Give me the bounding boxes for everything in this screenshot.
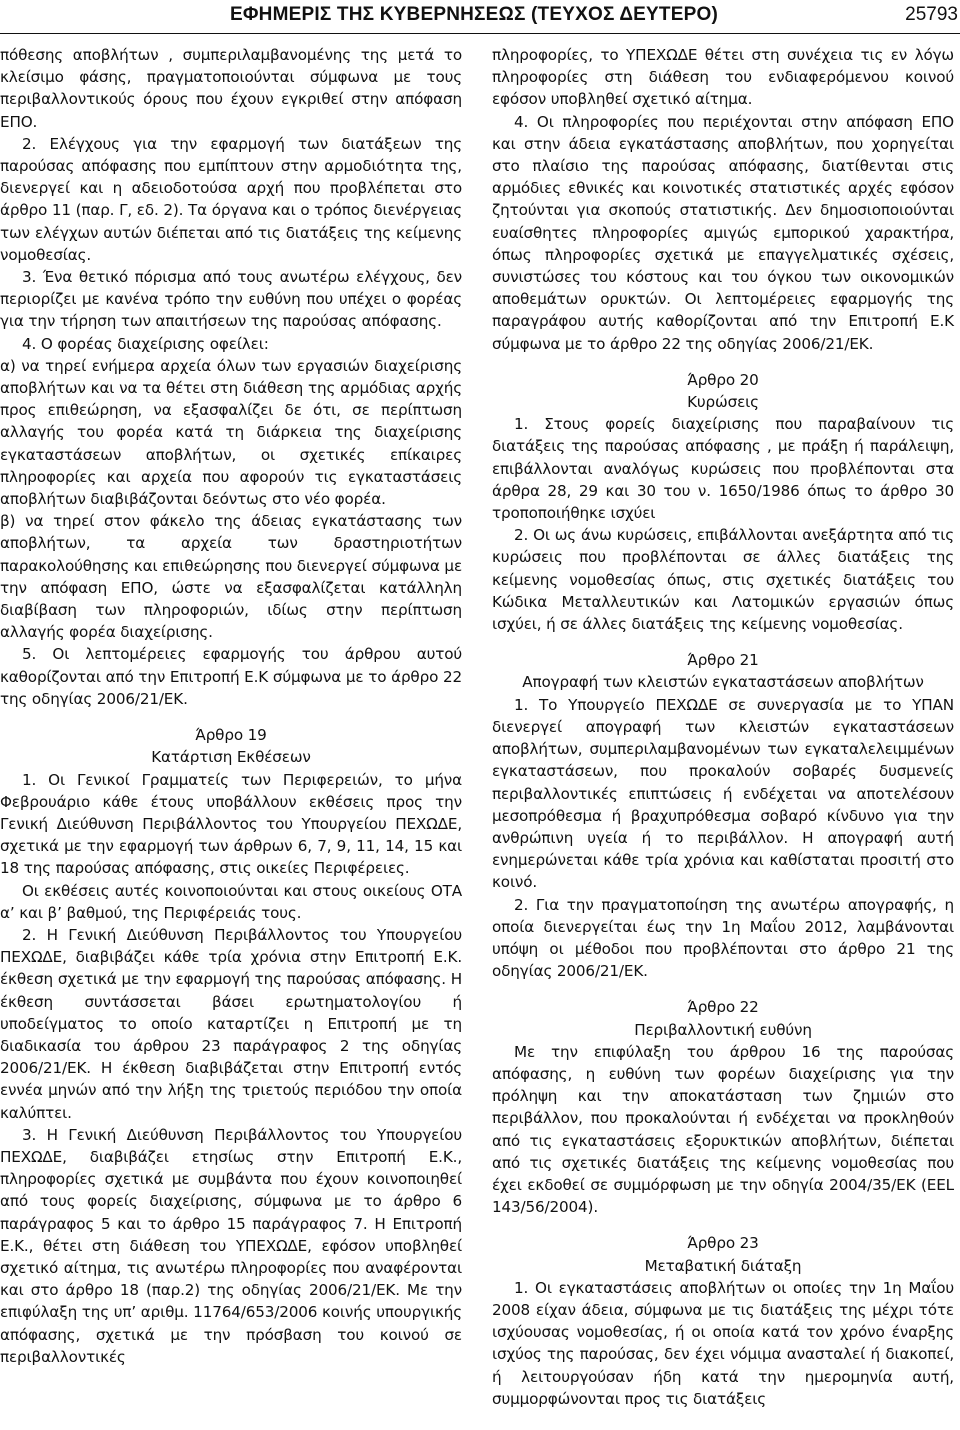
article-title: Άρθρο 20 bbox=[687, 370, 759, 389]
paragraph: 1. Το Υπουργείο ΠΕΧΩΔΕ σε συνεργασία με το ΥΠΑΝ διενεργεί απογραφή των κλειστών εγκαταστάσεων αποβλήτων, συμπεριλαμβανομένων των εγκαταλελειμμένων εγκαταστάσεων, που προκαλούν σοβαρές δυσμενείς περιβαλλοντικές επιπτώσεις ή ενδέχεται να αποτελέσουν μεσοπρόθεσμα ή βραχυπρόθεσμα σοβαρό κίνδυνο για την ανθρώπινη υγεία ή το περιβάλλον. Η απογραφή αυτή ενημερώνεται κάθε τρία χρόνια και καθίσταται προσιτή στο κοινό. bbox=[492, 695, 954, 892]
page-number: 25793 bbox=[905, 4, 958, 25]
article-title: Άρθρο 21 bbox=[687, 651, 759, 670]
article-subtitle: Κυρώσεις bbox=[687, 393, 759, 412]
paragraph: α) να τηρεί ενήμερα αρχεία όλων των εργασιών διαχείρισης αποβλήτων και να τα θέτει στη διάθεση της αρμόδιας αρχής προς επιθεώρηση, να εξασφαλίζει δε ότι, σε περίπτωση αλλαγής του φορέα κατά τη διάρκεια της διαχείρισης εγκαταστάσεων αποβλήτων, οι σχετικές επίκαιρες πληροφορίες και αρχεία που αφορούν τις εγκαταστάσεις αποβλήτων διαβιβάζονται δεόντως στο νέο φορέα. bbox=[0, 356, 462, 509]
paragraph: 1. Στους φορείς διαχείρισης που παραβαίνουν τις διατάξεις της παρούσας απόφασης , με πράξη ή παράλειψη, επιβάλλονται αναλόγως κυρώσεις που προβλέπονται στα άρθρα 28, 29 και 30 του ν. 1650/1986 όπως το άρθρο 30 τροποποιήθηκε ισχύει bbox=[492, 415, 954, 523]
paragraph: 1. Οι εγκαταστάσεις αποβλήτων οι οποίες την 1η Μαΐου 2008 είχαν άδεια, σύμφωνα με τις διατάξεις της μέχρι τότε ισχύουσας νομοθεσίας, ή οι οποία κατά τον χρόνο έναρξης ισχύος της παρούσας, δεν έχει νόμιμα ανασταλεί ή διακοπεί, ή λειτουργούσαν ήδη κατά την ημερομηνία αυτή, συμμορφώνονται προς τις διατάξεις bbox=[492, 1278, 954, 1408]
left-column bbox=[0, 44, 462, 1368]
paragraph: πόθεσης αποβλήτων , συμπεριλαμβανομένης της μετά το κλείσιμο φάσης, πραγματοποιούνται σύμφωνα με τους περιβαλλοντικούς όρους που έχουν εγκριθεί στην απόφαση ΕΠΟ. bbox=[0, 46, 462, 131]
header-rule bbox=[0, 33, 960, 34]
article-title: Άρθρο 22 bbox=[687, 998, 759, 1017]
paragraph: 2. Η Γενική Διεύθυνση Περιβάλλοντος του Υπουργείου ΠΕΧΩΔΕ, διαβιβάζει κάθε τρία χρόνια στην Επιτροπή Ε.Κ. έκθεση σχετικά με την εφαρμογή της παρούσας απόφασης. Η έκθεση συντάσσεται βάσει ερωτηματολογίου ή υποδείγματος το οποίο καταρτίζει η Επιτροπή με τη διαδικασία του άρθρου 23 παράγραφος 2 της οδηγίας 2006/21/ΕΚ. Η έκθεση διαβιβάζεται στην Επιτροπή εντός εννέα μηνών από την λήξη της τριετούς περιόδου την οποία καλύπτει. bbox=[0, 925, 462, 1122]
paragraph: 4. Οι πληροφορίες που περιέχονται στην απόφαση ΕΠΟ και στην άδεια εγκατάστασης αποβλήτων, που χορηγείται στο πλαίσιο της παρούσας απόφασης, διατίθενται στις αρμόδιες εθνικές και κοινοτικές στατιστικές αρχές εφόσον ζητούνται για σκοπούς στατιστικής. Δεν δημοσιοποιούνται ευαίσθητες πληροφορίες αμιγώς εμπορικού χαρακτήρα, όπως πληροφορίες σχετικά με επαγγελματικές σχέσεις, συνιστώσες του κόστους και του όγκου των οικονομικών αποθεμάτων ορυκτών. Οι λεπτομέρειες εφαρμογής της παραγράφου αυτής καθορίζονται από την Επιτροπή Ε.Κ σύμφωνα με το άρθρο 22 της οδηγίας 2006/21/ΕΚ. bbox=[492, 112, 954, 353]
page-header bbox=[0, 0, 960, 40]
paragraph: 2. Οι ως άνω κυρώσεις, επιβάλλονται ανεξάρτητα από τις κυρώσεις που προβλέπονται σε άλλες διατάξεις της κείμενης νομοθεσίας όπως, στις σχετικές διατάξεις του Κώδικα Μεταλλευτικών και Λατομικών εργασιών όπως ισχύει, ή σε άλλες διατάξεις της κείμενης νομοθεσίας. bbox=[492, 526, 954, 634]
paragraph: 3. Η Γενική Διεύθυνση Περιβάλλοντος του Υπουργείου ΠΕΧΩΔΕ, διαβιβάζει ετησίως στην Επιτροπή Ε.Κ., πληροφορίες σχετικά με συμβάντα που έχουν κοινοποιηθεί από τους φορείς διαχείρισης, σύμφωνα με το άρθρο 6 παράγραφος 5 και το άρθρο 15 παράγραφος 7. Η Επιτροπή Ε.Κ., θέτει στη διάθεση του ΥΠΕΧΩΔΕ, εφόσον υποβληθεί σχετικό αίτημα, τις ανωτέρω πληροφορίες που αναφέρονται και στο άρθρο 18 (παρ.2) της οδηγίας 2006/21/ΕΚ. Με την επιφύλαξη της υπ’ αριθμ. 11764/653/2006 κοινής υπουργικής απόφασης, σχετικά με την πρόσβαση του κοινού σε περιβαλλοντικές bbox=[0, 1125, 462, 1366]
paragraph: Με την επιφύλαξη του άρθρου 16 της παρούσας απόφασης, η ευθύνη των φορέων διαχείρισης για την πρόληψη και την αποκατάσταση των ζημιών στο περιβάλλον, που προκαλούνται ή ενδέχεται να προκληθούν από τις εγκαταστάσεις εξορυκτικών αποβλήτων, διέπεται από τις σχετικές διατάξεις της κείμενης νομοθεσίας που έχει εκδοθεί σε συμμόρφωση με την οδηγία 2004/35/ΕΚ (EEL 143/56/2004). bbox=[492, 1042, 954, 1217]
article-subtitle: Περιβαλλοντική ευθύνη bbox=[634, 1020, 812, 1039]
article-title: Άρθρο 19 bbox=[195, 726, 267, 745]
paragraph: β) να τηρεί στον φάκελο της άδειας εγκατάστασης των αποβλήτων, τα αρχεία των δραστηριοτήτων παρακολούθησης και επιθεώρησης που διενεργεί σύμφωνα με την απόφαση ΕΠΟ, ώστε να εξασφαλίζεται κατάλληλη διαβίβαση των πληροφοριών, ιδίως στην περίπτωση αλλαγής φορέα διαχείρισης. bbox=[0, 512, 462, 642]
paragraph: 4. Ο φορέας διαχείρισης οφείλει: bbox=[22, 334, 269, 353]
paragraph: 2. Για την πραγματοποίηση της ανωτέρω απογραφής, η οποία διενεργείται έως την 1η Μαΐου 2012, λαμβάνονται υπόψη οι μέθοδοι που προβλέπονται στο άρθρο 21 της οδηγίας 2006/21/ΕΚ. bbox=[492, 895, 954, 981]
paragraph: 2. Ελέγχους για την εφαρμογή των διατάξεων της παρούσας απόφασης που εμπίπτουν στην αρμοδιότητα της, διενεργεί και η αδειοδοτούσα αρχή που προβλέπεται στο άρθρο 11 (παρ. Γ, εδ. 2). Τα όργανα και ο τρόπος διενέργειας των ελέγχων αυτών διέπεται από τις διατάξεις της κείμενης νομοθεσίας. bbox=[0, 134, 462, 264]
right-column bbox=[492, 44, 954, 1410]
article-subtitle: Απογραφή των κλειστών εγκαταστάσεων αποβλήτων bbox=[522, 673, 924, 692]
paragraph: πληροφορίες, το ΥΠΕΧΩΔΕ θέτει στη συνέχεια τις εν λόγω πληροφορίες στη διάθεση του ενδιαφερόμενου κοινού εφόσον υποβληθεί σχετικό αίτημα. bbox=[492, 46, 954, 109]
article-subtitle: Μεταβατική διάταξη bbox=[644, 1256, 802, 1275]
paragraph: 1. Οι Γενικοί Γραμματείς των Περιφερειών, το μήνα Φεβρουάριο κάθε έτους υποβάλλουν εκθέσεις προς την Γενική Διεύθυνση Περιβάλλοντος του Υπουργείου ΠΕΧΩΔΕ, σχετικά με την εφαρμογή των άρθρων 6, 7, 9, 11, 14, 15 και 18 της παρούσας απόφασης, στις οικείες Περιφέρειες. bbox=[0, 770, 462, 878]
paragraph: 5. Οι λεπτομέρειες εφαρμογής του άρθρου αυτού καθορίζονται από την Επιτροπή Ε.Κ σύμφωνα με το άρθρο 22 της οδηγίας 2006/21/ΕΚ. bbox=[0, 645, 462, 708]
article-subtitle: Κατάρτιση Εκθέσεων bbox=[151, 748, 311, 767]
gazette-title: ΕΦΗΜΕΡΙΣ ΤΗΣ ΚΥΒΕΡΝΗΣΕΩΣ (ΤΕΥΧΟΣ ΔΕΥΤΕΡΟ) bbox=[230, 4, 718, 25]
paragraph: 3. Ένα θετικό πόρισμα από τους ανωτέρω ελέγχους, δεν περιορίζει με κανένα τρόπο την ευθύνη που υπέχει ο φορέας για την τήρηση των απαιτήσεων της παρούσας απόφασης. bbox=[0, 268, 462, 331]
paragraph: Οι εκθέσεις αυτές κοινοποιούνται και στους οικείους ΟΤΑ α’ και β’ βαθμού, της Περιφέρειάς τους. bbox=[0, 881, 462, 922]
article-title: Άρθρο 23 bbox=[687, 1234, 759, 1253]
